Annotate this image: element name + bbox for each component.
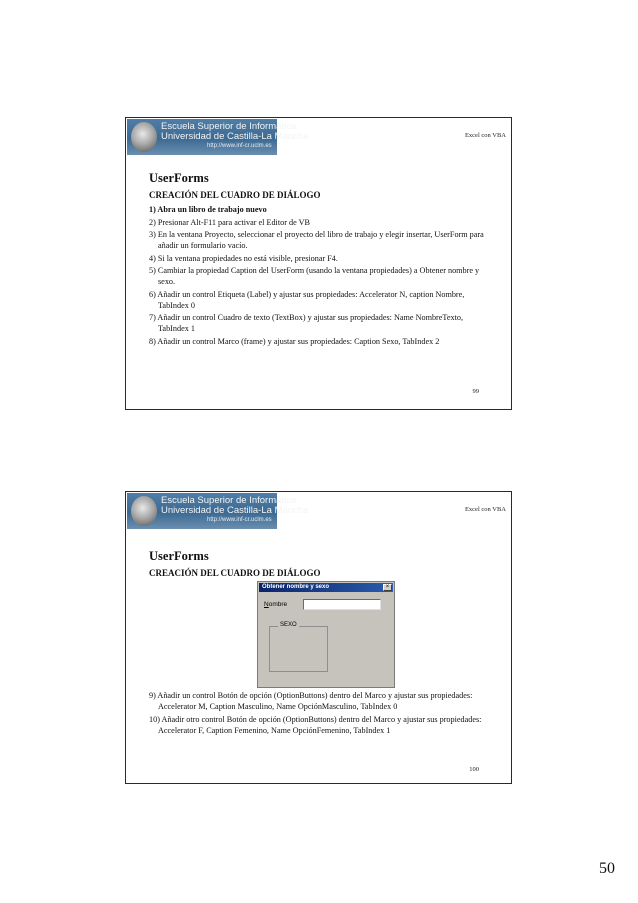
dialog-title: Obtener nombre y sexo bbox=[262, 584, 330, 590]
slide-title: UserForms bbox=[149, 171, 209, 185]
banner-url: http://www.inf-cr.uclm.es bbox=[207, 143, 272, 149]
slide-page-number: 100 bbox=[469, 766, 479, 773]
slide-subtitle: CREACIÓN DEL CUADRO DE DIÁLOGO bbox=[149, 568, 321, 578]
slide-subtitle: CREACIÓN DEL CUADRO DE DIÁLOGO bbox=[149, 190, 321, 200]
sexo-frame bbox=[269, 622, 328, 672]
slide-99 bbox=[125, 117, 512, 410]
university-banner bbox=[127, 119, 309, 155]
slide-page-number: 99 bbox=[472, 388, 479, 395]
step-item: 1) Abra un libro de trabajo nuevo bbox=[149, 205, 267, 214]
userform-dialog-screenshot bbox=[257, 581, 395, 688]
step-item: 9) Añadir un control Botón de opción (OptionButtons) dentro del Marco y ajustar sus propiedades: Accelerator M, Caption Masculino, Name OpciónMasculino, TabIndex 0 bbox=[149, 691, 473, 711]
step-item: 6) Añadir un control Etiqueta (Label) y ajustar sus propiedades: Accelerator N, caption Nombre, TabIndex 0 bbox=[149, 289, 465, 310]
nombre-textbox bbox=[303, 599, 381, 610]
label-rest: ombre bbox=[268, 601, 288, 608]
banner-url: http://www.inf-cr.uclm.es bbox=[207, 517, 272, 523]
university-seal-icon bbox=[131, 122, 157, 152]
accelerator-letter: N bbox=[264, 601, 269, 608]
close-icon: × bbox=[383, 584, 392, 591]
step-item: 7) Añadir un control Cuadro de texto (TextBox) y ajustar sus propiedades: Name NombreTexto, TabIndex 1 bbox=[149, 313, 463, 333]
slide-title: UserForms bbox=[149, 549, 209, 563]
header-course-tag: Excel con VBA bbox=[464, 506, 506, 513]
step-item: 3) En la ventana Proyecto, seleccionar el proyecto del libro de trabajo y elegir insertar, UserForm para añadir un formulario vacío. bbox=[149, 230, 484, 250]
nombre-label bbox=[264, 601, 287, 608]
university-seal-icon bbox=[131, 496, 157, 526]
banner-university-name: Universidad de Castilla-La Mancha bbox=[161, 131, 309, 142]
step-item: 2) Presionar Alt-F11 para activar el Editor de VB bbox=[149, 217, 310, 227]
frame-caption: SEXO bbox=[280, 622, 297, 628]
step-item: 5) Cambiar la propiedad Caption del UserForm (usando la ventana propiedades) a Obtener nombre y sexo. bbox=[149, 266, 480, 286]
slide-100 bbox=[125, 491, 512, 784]
document-page-number: 50 bbox=[599, 860, 615, 877]
step-item: 4) Si la ventana propiedades no está visible, presionar F4. bbox=[149, 253, 338, 263]
banner-school-name: Escuela Superior de Informática bbox=[161, 495, 297, 506]
step-item: 10) Añadir otro control Botón de opción (OptionButtons) dentro del Marco y ajustar sus propiedades: Accelerator F, Caption Femenino, Name OpciónFemenino, TabIndex 1 bbox=[149, 714, 482, 735]
header-course-tag: Excel con VBA bbox=[464, 132, 506, 139]
steps-list bbox=[149, 204, 489, 348]
step-item: 8) Añadir un control Marco (frame) y ajustar sus propiedades: Caption Sexo, TabIndex 2 bbox=[149, 336, 440, 346]
banner-university-name: Universidad de Castilla-La Mancha bbox=[161, 505, 309, 516]
banner-school-name: Escuela Superior de Informática bbox=[161, 121, 297, 132]
dialog-titlebar bbox=[259, 583, 393, 592]
university-banner bbox=[127, 493, 309, 529]
steps-list bbox=[149, 690, 499, 737]
